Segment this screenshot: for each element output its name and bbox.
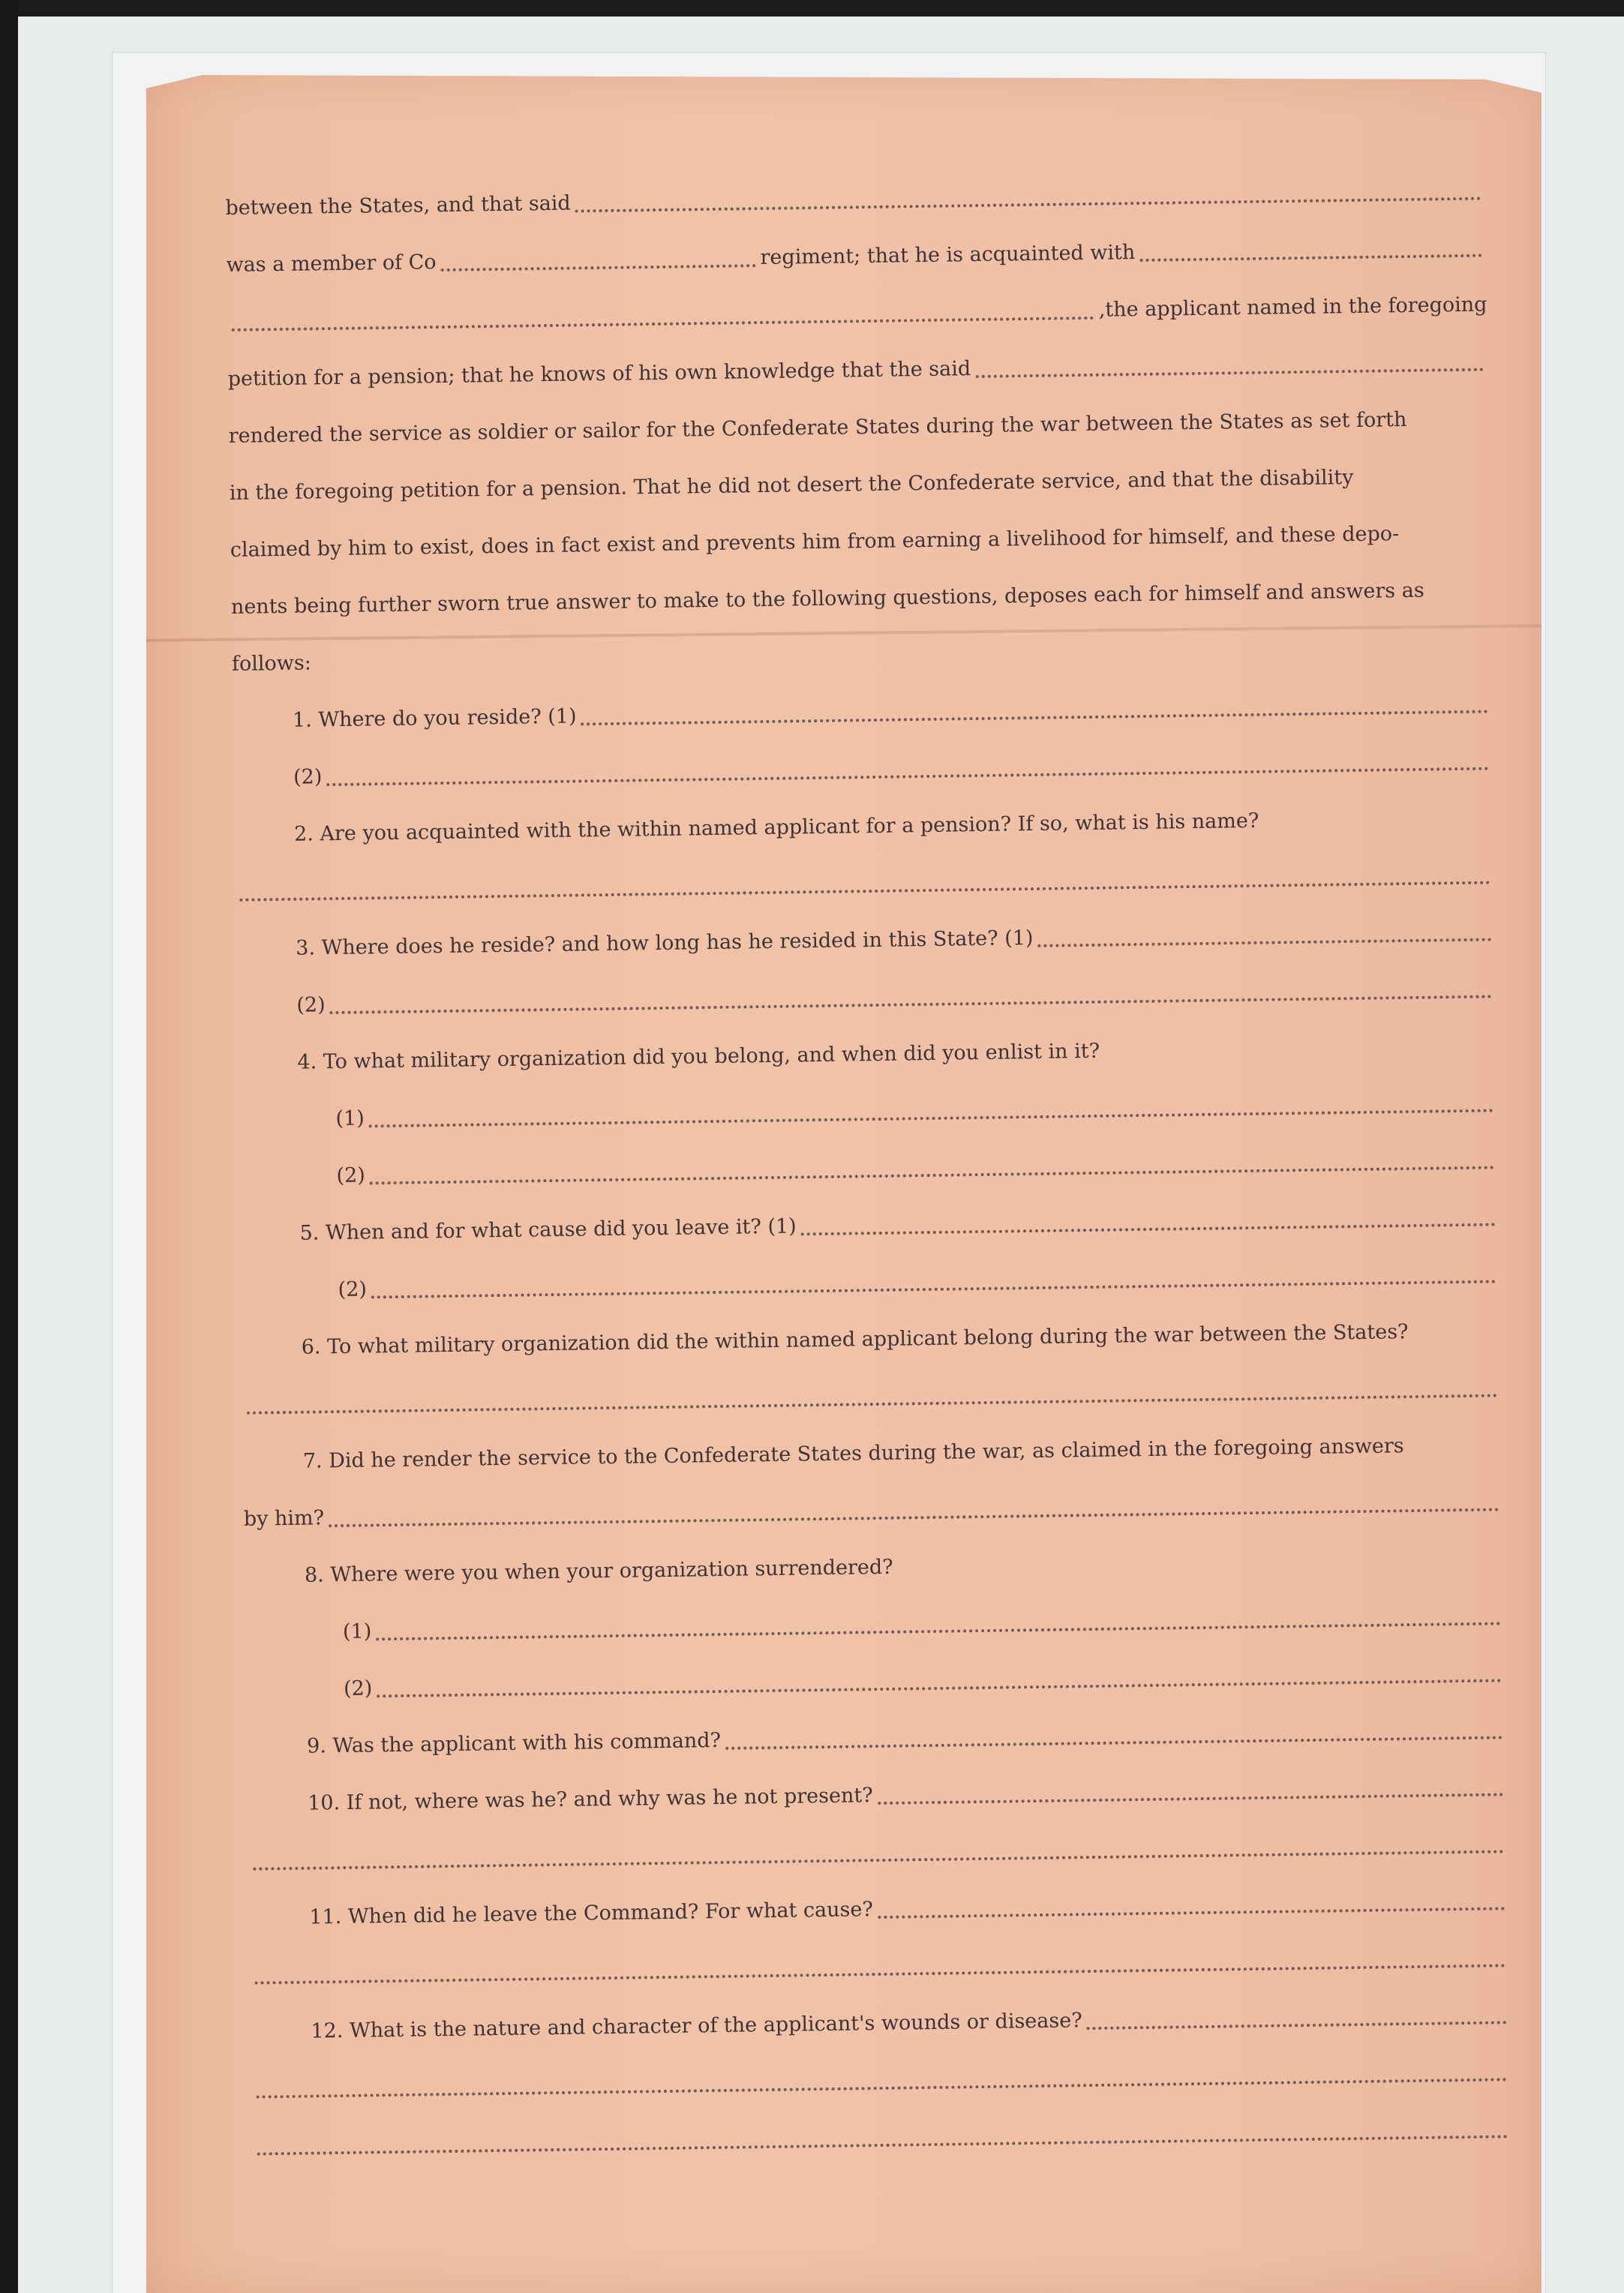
- line-text: ,the applicant named in the foregoing: [1098, 293, 1487, 322]
- line-text: between the States, and that said: [225, 191, 571, 220]
- answer-field[interactable]: [1038, 938, 1492, 947]
- scan-frame-top: [0, 0, 1624, 17]
- question-text: 9. Was the applicant with his command?: [306, 1728, 722, 1758]
- answer-field[interactable]: [257, 2078, 1508, 2098]
- line-text: regiment; that he is acquainted with: [760, 241, 1136, 270]
- answer-field[interactable]: [255, 1964, 1506, 1984]
- question-text: 3. Where does he reside? and how long has he resided in this State? (1): [296, 926, 1034, 960]
- question-text: 4. To what military organization did you belong, and when did you enlist in it?: [297, 1039, 1100, 1074]
- answer-field[interactable]: [376, 1622, 1501, 1640]
- question-text: (2): [338, 1277, 368, 1302]
- question-text: 7. Did he render the service to the Confederate States during the war, as claimed in the foregoing answers: [302, 1434, 1404, 1473]
- line-text: petition for a pension; that he knows of his own knowledge that the said: [227, 357, 971, 391]
- question-text: 2. Are you acquainted with the within named applicant for a pension? If so, what is his name?: [293, 809, 1259, 846]
- question-text: 8. Where were you when your organization surrendered?: [304, 1555, 893, 1587]
- line-text: claimed by him to exist, does in fact exist and prevents him from earning a livelihood for himself, and these depo-: [230, 522, 1400, 562]
- line-text: was a member of Co: [226, 251, 437, 277]
- answer-field[interactable]: [247, 1394, 1498, 1414]
- line-text: nents being further sworn true answer to make to the following questions, deposes each for himself and answers as: [230, 578, 1424, 619]
- question-text: 5. When and for what cause did you leave it? (1): [299, 1214, 797, 1245]
- question-text: by him?: [243, 1506, 325, 1531]
- answer-field[interactable]: [878, 1907, 1505, 1919]
- question-text: (1): [335, 1106, 365, 1131]
- question-text: (2): [343, 1676, 373, 1700]
- answer-field[interactable]: [239, 881, 1490, 902]
- answer-field[interactable]: [377, 1679, 1502, 1697]
- answer-field[interactable]: [329, 1508, 1499, 1527]
- question-text: 6. To what military organization did the within named applicant belong during the war between the States?: [301, 1320, 1409, 1359]
- answer-field[interactable]: [1087, 2021, 1507, 2030]
- question-text: 1. Where do you reside? (1): [292, 704, 577, 732]
- answer-field[interactable]: [369, 1109, 1494, 1128]
- question-text: (1): [342, 1619, 372, 1643]
- answer-field[interactable]: [330, 995, 1493, 1015]
- question-text: 11. When did he leave the Command? For what cause?: [309, 1898, 874, 1929]
- question-text: (2): [336, 1163, 366, 1188]
- line-text: follows:: [231, 651, 312, 676]
- affidavit-form: [225, 163, 1513, 2175]
- blank-field-company[interactable]: [441, 264, 756, 272]
- answer-field[interactable]: [801, 1223, 1496, 1235]
- question-text: 12. What is the nature and character of the applicant's wounds or disease?: [311, 2009, 1082, 2043]
- answer-field[interactable]: [581, 710, 1488, 726]
- answer-field[interactable]: [257, 2135, 1508, 2155]
- blank-field-applicant[interactable]: [232, 317, 1094, 332]
- question-text: 10. If not, where was he? and why was he not present?: [308, 1784, 873, 1815]
- blank-field[interactable]: [575, 197, 1481, 213]
- scan-frame-left: [0, 0, 18, 2293]
- line-text: rendered the service as soldier or sailor for the Confederate States during the war between the States as set forth: [228, 408, 1407, 448]
- blank-field[interactable]: [1139, 254, 1481, 262]
- question-text: (2): [296, 993, 326, 1017]
- answer-field[interactable]: [253, 1850, 1504, 1870]
- answer-field[interactable]: [370, 1166, 1495, 1184]
- blank-field[interactable]: [975, 368, 1483, 378]
- answer-field[interactable]: [878, 1793, 1503, 1805]
- answer-field[interactable]: [326, 767, 1489, 787]
- line-text: in the foregoing petition for a pension. That he did not desert the Confederate service, and that the disability: [229, 466, 1354, 505]
- answer-field[interactable]: [725, 1736, 1502, 1749]
- question-text: (2): [293, 765, 323, 789]
- answer-field[interactable]: [371, 1280, 1496, 1298]
